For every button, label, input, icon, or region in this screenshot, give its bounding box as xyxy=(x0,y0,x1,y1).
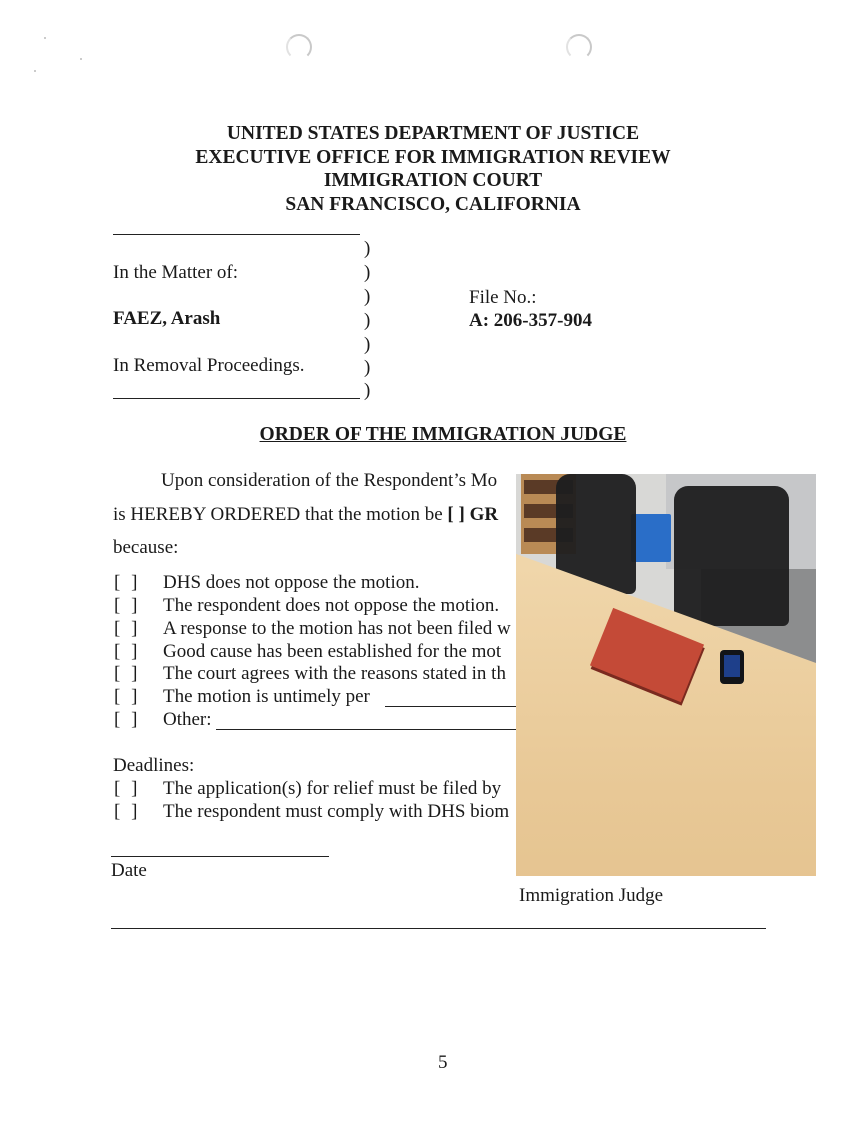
page-number: 5 xyxy=(438,1052,448,1073)
caption-paren: ) xyxy=(364,286,371,307)
respondent-name: FAEZ, Arash xyxy=(113,308,221,329)
reason-item: The court agrees with the reasons stated in th xyxy=(163,663,506,684)
overlay-photo xyxy=(516,474,816,876)
body-line-1: Upon consideration of the Respondent’s Mo xyxy=(161,470,498,491)
deadline-checkbox: [ ] xyxy=(114,801,141,822)
reason-item: The respondent does not oppose the motion. xyxy=(163,595,500,616)
speck xyxy=(44,37,46,39)
because-label: because: xyxy=(113,537,179,558)
reason-checkbox: [ ] xyxy=(114,641,141,662)
photo-recycling-bin xyxy=(631,514,671,562)
date-signature-line xyxy=(111,856,329,857)
caption-paren: ) xyxy=(364,310,371,331)
speck xyxy=(80,58,82,60)
speck xyxy=(34,70,36,72)
caption-paren: ) xyxy=(364,334,371,355)
reason-checkbox: [ ] xyxy=(114,663,141,684)
reason-checkbox: [ ] xyxy=(114,618,141,639)
caption-paren: ) xyxy=(364,357,371,378)
file-number: A: 206-357-904 xyxy=(469,310,592,331)
reason-checkbox: [ ] xyxy=(114,572,141,593)
court-header xyxy=(0,122,866,216)
caption-paren: ) xyxy=(364,380,371,401)
reason-checkbox: [ ] xyxy=(114,595,141,616)
untimely-blank-line xyxy=(385,706,516,707)
caption-bottom-rule xyxy=(113,398,360,399)
header-line-1: UNITED STATES DEPARTMENT OF JUSTICE xyxy=(226,123,640,144)
header-line-2: EXECUTIVE OFFICE FOR IMMIGRATION REVIEW xyxy=(195,146,671,168)
reason-checkbox: [ ] xyxy=(114,686,141,707)
body-line-2 xyxy=(113,504,498,526)
caption-top-rule xyxy=(113,234,360,235)
granted-checkbox-text: [ ] GR xyxy=(447,504,499,525)
proceedings-label: In Removal Proceedings. xyxy=(113,355,305,376)
reason-item: Good cause has been established for the mot xyxy=(163,641,502,662)
reason-item: A response to the motion has not been filed w xyxy=(163,618,511,639)
reason-checkbox: [ ] xyxy=(114,709,141,730)
deadline-item: The respondent must comply with DHS biom xyxy=(163,801,510,822)
header-line-3: IMMIGRATION COURT xyxy=(323,170,543,191)
other-blank-line xyxy=(216,729,516,730)
order-title: ORDER OF THE IMMIGRATION JUDGE xyxy=(259,424,627,445)
order-statement: is HEREBY ORDERED that the motion be xyxy=(113,504,443,525)
header-line-4: SAN FRANCISCO, CALIFORNIA xyxy=(285,193,581,215)
hole-punch-left xyxy=(286,34,312,60)
reason-item: DHS does not oppose the motion. xyxy=(163,572,420,593)
caption-paren: ) xyxy=(364,262,371,283)
caption-paren: ) xyxy=(364,238,371,259)
in-the-matter-label: In the Matter of: xyxy=(113,262,239,283)
immigration-judge-label: Immigration Judge xyxy=(519,885,664,906)
file-number-label: File No.: xyxy=(469,287,537,308)
photo-chair-right xyxy=(674,486,789,626)
hole-punch-right xyxy=(566,34,592,60)
footer-rule xyxy=(111,928,766,929)
deadline-checkbox: [ ] xyxy=(114,778,141,799)
date-label: Date xyxy=(111,860,147,881)
deadlines-label: Deadlines: xyxy=(113,755,195,776)
reason-item: The motion is untimely per xyxy=(163,686,370,707)
photo-phone xyxy=(720,650,744,684)
reason-item: Other: xyxy=(163,709,212,730)
deadline-item: The application(s) for relief must be filed by xyxy=(163,778,502,799)
